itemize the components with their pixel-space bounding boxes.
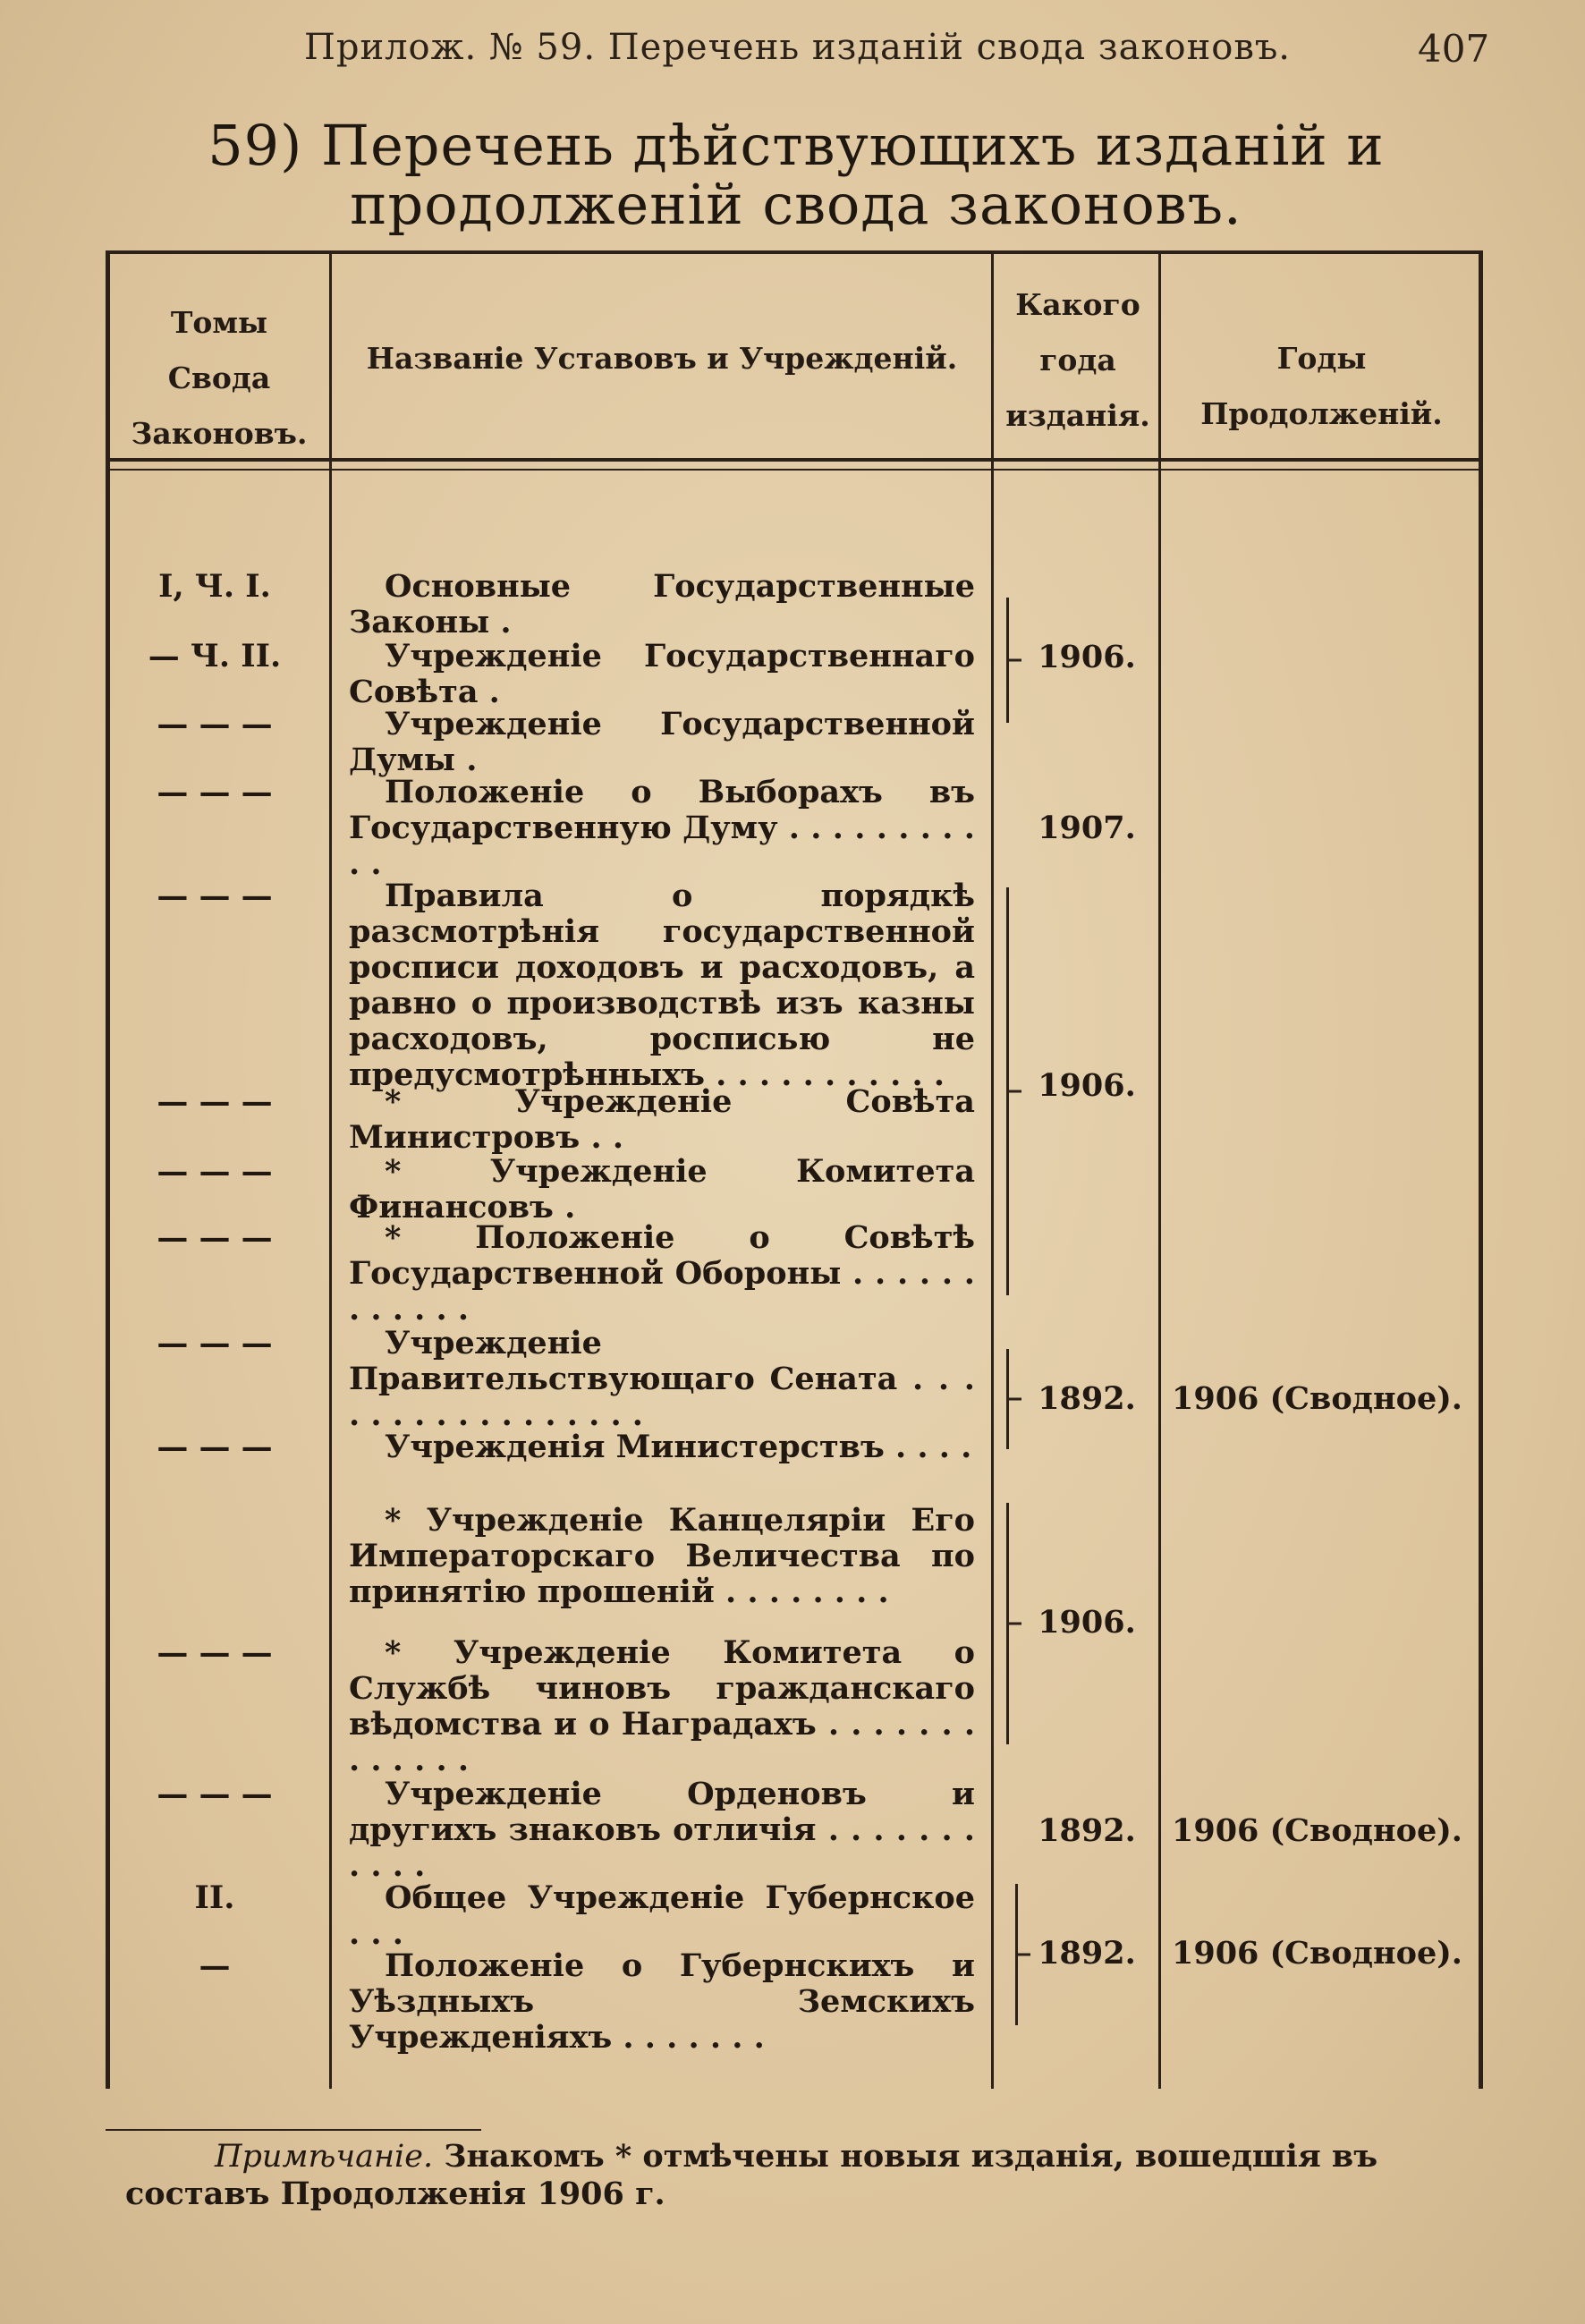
row-volume: — — — (157, 1083, 273, 1120)
row-volume: — Ч. II. (148, 638, 282, 674)
row-volume: — — — (157, 1429, 273, 1465)
row-volume: — — — (157, 1634, 273, 1671)
row-name: * Учрежденіе Комитета о Службѣ чиновъ гражданскаго вѣдомства и о Наградахъ . . . . . . . . . . . . . (349, 1634, 975, 1778)
row-name: Учрежденія Министерствъ . . . . (385, 1429, 972, 1465)
year-of-edition: 1906. (1038, 1604, 1136, 1641)
table-right-border (1479, 250, 1483, 2089)
year-of-edition: 1892. (1038, 1935, 1136, 1972)
table-top-rule (106, 250, 1483, 254)
year-of-edition: 1906. (1038, 1067, 1136, 1104)
row-volume: — — — (157, 1219, 273, 1256)
row-volume: — — — (157, 1153, 273, 1190)
row-volume: I, Ч. I. (158, 568, 271, 605)
row-name: Положеніе о Выборахъ въ Государственную Думу . . . . . . . . . . . (349, 774, 975, 882)
header-year: Какого года изданія. (1005, 287, 1150, 433)
row-name: Учрежденіе Государственной Думы . (349, 706, 975, 778)
row-volume: II. (194, 1879, 235, 1916)
row-volume: — — — (157, 878, 273, 914)
row-volume: — — — (157, 706, 273, 742)
row-name: * Учрежденіе Комитета Финансовъ . (349, 1153, 975, 1226)
header-name: Названіе Уставовъ и Учрежденій. (366, 341, 958, 376)
running-head: Прилож. № 59. Перечень изданій свода законовъ. (304, 27, 1292, 68)
table-left-border (106, 250, 110, 2089)
continuation-years: 1906 (Сводное). (1172, 1812, 1462, 1849)
row-name: Правила о порядкѣ разсмотрѣнія государственной росписи доходовъ и расходовъ, а равно о производствѣ изъ казны расходовъ, росписью не предусмотрѣнныхъ . . . . . . . . . . . (349, 878, 975, 1093)
year-of-edition: 1906. (1038, 639, 1136, 675)
row-name: Общее Учрежденіе Губернское . . . (349, 1879, 975, 1952)
row-name: Учрежденіе Правительствующаго Сената . . . . . . . . . . . . . . . . . (349, 1325, 975, 1433)
row-volume: — — — (157, 1325, 273, 1361)
row-volume: — — — (157, 1776, 273, 1812)
row-name: * Учрежденіе Канцеляріи Его Императорскаго Величества по принятію прошеній . . . . . . . . (349, 1502, 975, 1610)
continuation-years: 1906 (Сводное). (1172, 1380, 1462, 1417)
year-of-edition: 1907. (1038, 810, 1136, 846)
footnote-rule (106, 2129, 481, 2131)
row-name: Учрежденіе Государственнаго Совѣта . (349, 638, 975, 710)
page-title: 59) Перечень дѣйствующихъ изданій и продолженій свода законовъ. (208, 113, 1385, 237)
table-header-rule-thin (106, 469, 1483, 471)
footnote (125, 2138, 1485, 2213)
year-of-edition: 1892. (1038, 1380, 1136, 1417)
year-of-edition: 1892. (1038, 1812, 1136, 1849)
continuation-years: 1906 (Сводное). (1172, 1935, 1462, 1972)
row-name: Учрежденіе Орденовъ и другихъ знаковъ отличія . . . . . . . . . . . (349, 1776, 975, 1884)
row-name: * Учрежденіе Совѣта Министровъ . . (349, 1083, 975, 1156)
footnote-text: Знакомъ * отмѣчены новыя изданія, вошедшія въ составъ Продолженія 1906 г. (125, 2138, 1378, 2212)
header-continuations: Годы Продолженій. (1200, 341, 1443, 431)
footnote-label: Примѣчаніе. (215, 2139, 434, 2175)
row-name: Основные Государственные Законы . (349, 568, 975, 640)
column-divider-volumes (329, 250, 332, 2089)
row-volume: — — — (157, 774, 273, 810)
row-name: * Положеніе о Совѣтѣ Государственной Обороны . . . . . . . . . . . . (349, 1219, 975, 1327)
row-name: Положеніе о Губернскихъ и Уѣздныхъ Земскихъ Учрежденіяхъ . . . . . . . (349, 1947, 975, 2056)
row-volume: — (199, 1947, 231, 1984)
header-volumes: Томы Свода Законовъ. (131, 305, 308, 451)
page-number: 407 (1418, 27, 1490, 71)
